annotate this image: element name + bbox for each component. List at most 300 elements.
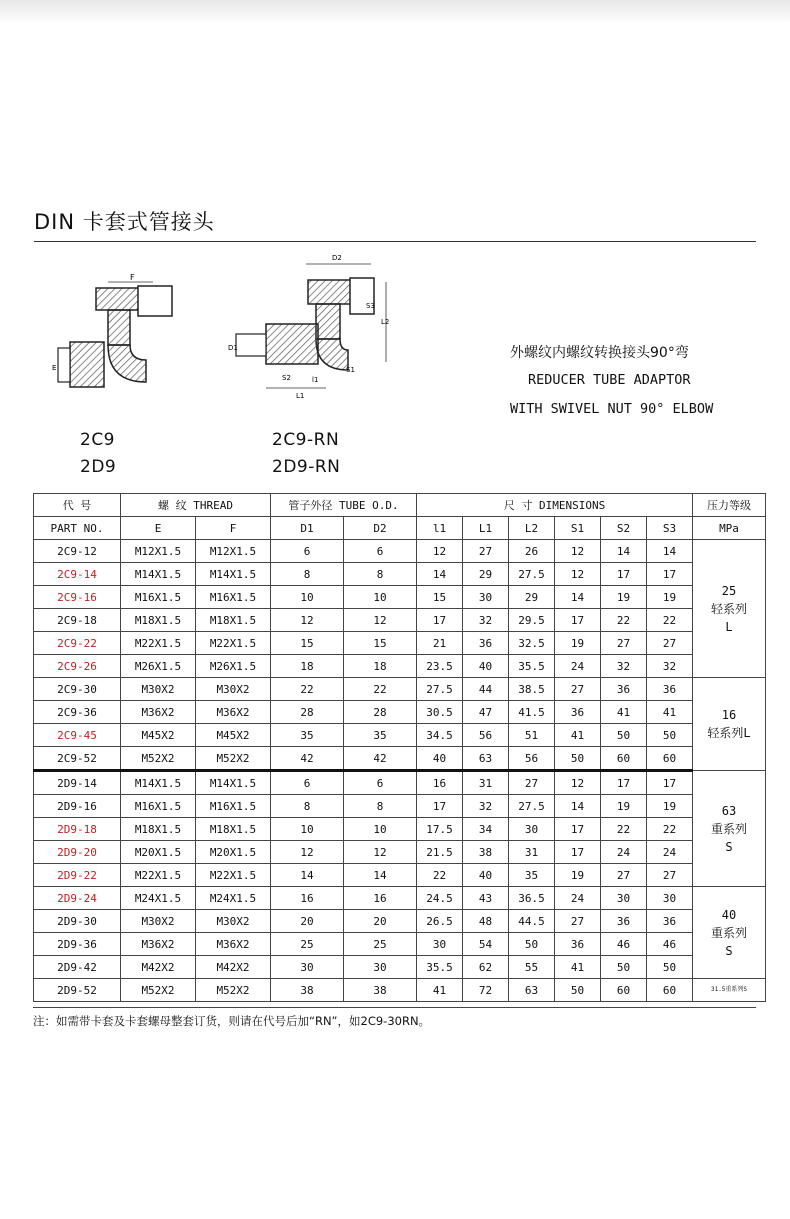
table-cell: 44.5 [509, 910, 555, 933]
table-cell: 55 [509, 956, 555, 979]
part-number-cell: 2C9-45 [34, 724, 121, 747]
table-row [34, 724, 766, 747]
table-cell: 15 [271, 632, 344, 655]
footnote: 注：如需带卡套及卡套螺母整套订货，则请在代号后加“RN”，如2C9-30RN。 [33, 1007, 756, 1029]
table-cell: 60 [647, 979, 693, 1002]
table-cell: M14X1.5 [121, 563, 196, 586]
table-cell: M52X2 [196, 979, 271, 1002]
table-cell: 17 [417, 609, 463, 632]
table-cell: M16X1.5 [196, 795, 271, 818]
table-cell: M24X1.5 [196, 887, 271, 910]
table-cell: 29 [509, 586, 555, 609]
part-number-cell: 2D9-42 [34, 956, 121, 979]
table-cell: 14 [344, 864, 417, 887]
table-cell: M26X1.5 [196, 655, 271, 678]
dim-label-l2: L2 [381, 318, 390, 326]
table-cell: M52X2 [121, 747, 196, 771]
table-cell: M20X1.5 [121, 841, 196, 864]
table-cell: 27 [647, 632, 693, 655]
table-cell: 30 [344, 956, 417, 979]
table-cell: 16 [344, 887, 417, 910]
table-cell: 17 [555, 609, 601, 632]
table-cell: 26.5 [417, 910, 463, 933]
header-l1a: l1 [417, 517, 463, 540]
table-cell: 19 [555, 864, 601, 887]
table-cell: 38.5 [509, 678, 555, 701]
dim-label-f: F [130, 273, 135, 282]
pressure-group-cell [693, 678, 766, 771]
table-cell: 50 [555, 979, 601, 1002]
dim-label-s3: S3 [366, 302, 375, 310]
table-cell: 35 [344, 724, 417, 747]
header-d2: D2 [344, 517, 417, 540]
table-cell: 26 [509, 540, 555, 563]
table-cell: 60 [647, 747, 693, 771]
table-cell: 8 [344, 563, 417, 586]
table-cell: 36 [647, 910, 693, 933]
header-l2: L2 [509, 517, 555, 540]
table-cell: 12 [344, 841, 417, 864]
table-cell: 30 [271, 956, 344, 979]
table-row [34, 956, 766, 979]
table-cell: M42X2 [121, 956, 196, 979]
table-cell: M12X1.5 [196, 540, 271, 563]
table-cell: M18X1.5 [196, 609, 271, 632]
part-number-cell: 2D9-18 [34, 818, 121, 841]
table-cell: 35.5 [509, 655, 555, 678]
table-cell: 22 [271, 678, 344, 701]
table-cell: M36X2 [121, 933, 196, 956]
table-cell: 72 [463, 979, 509, 1002]
pressure-group-line: S [725, 943, 733, 958]
header-mpa: MPa [693, 517, 766, 540]
table-cell: 16 [417, 771, 463, 795]
table-cell: 40 [463, 864, 509, 887]
table-cell: 10 [344, 586, 417, 609]
table-cell: 6 [344, 540, 417, 563]
table-cell: 34 [463, 818, 509, 841]
header-thread: 螺 纹 THREAD [121, 494, 271, 517]
table-cell: M16X1.5 [121, 586, 196, 609]
model-label-2c9-rn: 2C9-RN [272, 430, 340, 450]
table-cell: 14 [647, 540, 693, 563]
part-number-cell: 2C9-26 [34, 655, 121, 678]
table-cell: 20 [344, 910, 417, 933]
table-cell: 31 [509, 841, 555, 864]
table-cell: 40 [417, 747, 463, 771]
header-d1: D1 [271, 517, 344, 540]
header-dimensions: 尺 寸 DIMENSIONS [417, 494, 693, 517]
title-divider [34, 241, 756, 242]
table-cell: 19 [647, 795, 693, 818]
model-label-2c9: 2C9 [80, 430, 116, 450]
dim-label-s2: S2 [282, 374, 291, 382]
header-e: E [121, 517, 196, 540]
table-cell: 35 [509, 864, 555, 887]
pressure-group-line: 轻系列L [707, 726, 751, 740]
table-cell: 8 [271, 795, 344, 818]
table-row [34, 910, 766, 933]
table-cell: 28 [344, 701, 417, 724]
part-number-cell: 2C9-16 [34, 586, 121, 609]
header-tube: 管子外径 TUBE O.D. [271, 494, 417, 517]
table-cell: 46 [601, 933, 647, 956]
table-cell: 17 [601, 771, 647, 795]
table-cell: M22X1.5 [121, 864, 196, 887]
table-cell: 21.5 [417, 841, 463, 864]
table-body [34, 540, 766, 1002]
dim-label-d1: D1 [228, 344, 238, 352]
table-cell: 17 [601, 563, 647, 586]
table-cell: M45X2 [196, 724, 271, 747]
table-cell: 18 [344, 655, 417, 678]
table-row [34, 747, 766, 771]
table-row [34, 841, 766, 864]
table-cell: 17 [555, 818, 601, 841]
header-pressure: 压力等级 [693, 494, 766, 517]
table-cell: 12 [417, 540, 463, 563]
pressure-group-cell [693, 540, 766, 678]
table-cell: M30X2 [121, 678, 196, 701]
table-cell: 54 [463, 933, 509, 956]
table-cell: 36 [601, 910, 647, 933]
table-cell: 60 [601, 979, 647, 1002]
table-cell: 29.5 [509, 609, 555, 632]
table-cell: 23.5 [417, 655, 463, 678]
header-s1: S1 [555, 517, 601, 540]
table-cell: 50 [647, 956, 693, 979]
header-s2: S2 [601, 517, 647, 540]
table-cell: 44 [463, 678, 509, 701]
table-cell: 14 [555, 586, 601, 609]
table-cell: 10 [344, 818, 417, 841]
table-cell: M45X2 [121, 724, 196, 747]
table-cell: 36 [555, 933, 601, 956]
table-cell: 50 [601, 956, 647, 979]
table-cell: 60 [601, 747, 647, 771]
table-cell: 27 [509, 771, 555, 795]
table-cell: 34.5 [417, 724, 463, 747]
table-cell: 41 [417, 979, 463, 1002]
table-row [34, 771, 766, 795]
table-cell: 50 [601, 724, 647, 747]
table-cell: 50 [647, 724, 693, 747]
table-cell: M16X1.5 [121, 795, 196, 818]
table-cell: 12 [555, 540, 601, 563]
pressure-group-line: L [725, 619, 733, 634]
table-cell: M30X2 [121, 910, 196, 933]
table-cell: 27.5 [509, 795, 555, 818]
table-cell: 17 [647, 563, 693, 586]
page-title: DIN 卡套式管接头 [34, 210, 215, 234]
description-en-2: WITH SWIVEL NUT 90° ELBOW [510, 401, 714, 417]
table-cell: 12 [271, 609, 344, 632]
table-cell: 15 [344, 632, 417, 655]
table-cell: 25 [344, 933, 417, 956]
table-cell: M14X1.5 [121, 771, 196, 795]
table-cell: 19 [601, 795, 647, 818]
table-cell: 22 [647, 818, 693, 841]
table-row [34, 586, 766, 609]
part-number-cell: 2D9-20 [34, 841, 121, 864]
table-cell: M14X1.5 [196, 563, 271, 586]
pressure-group-cell [693, 887, 766, 979]
part-number-cell: 2D9-22 [34, 864, 121, 887]
table-row [34, 632, 766, 655]
table-cell: 28 [271, 701, 344, 724]
table-cell: M12X1.5 [121, 540, 196, 563]
table-cell: 12 [555, 771, 601, 795]
part-number-cell: 2C9-14 [34, 563, 121, 586]
pressure-group-cell [693, 771, 766, 887]
table-cell: M52X2 [196, 747, 271, 771]
table-cell: 36 [555, 701, 601, 724]
table-cell: 10 [271, 818, 344, 841]
table-cell: 42 [271, 747, 344, 771]
table-row [34, 887, 766, 910]
table-cell: M24X1.5 [121, 887, 196, 910]
table-cell: 12 [271, 841, 344, 864]
table-row [34, 795, 766, 818]
table-cell: 63 [463, 747, 509, 771]
table-cell: 6 [271, 540, 344, 563]
table-cell: 24 [555, 655, 601, 678]
pressure-group-line: 25 [721, 583, 737, 598]
table-cell: 36 [463, 632, 509, 655]
table-cell: M36X2 [196, 701, 271, 724]
header-part: 代 号 [34, 494, 121, 517]
table-cell: 22 [417, 864, 463, 887]
table-cell: 30 [509, 818, 555, 841]
table-cell: 19 [601, 586, 647, 609]
table-cell: 27 [647, 864, 693, 887]
table-row [34, 818, 766, 841]
table-cell: 50 [555, 747, 601, 771]
table-cell: 18 [271, 655, 344, 678]
table-cell: 56 [509, 747, 555, 771]
part-number-cell: 2C9-30 [34, 678, 121, 701]
part-number-cell: 2C9-36 [34, 701, 121, 724]
table-row [34, 678, 766, 701]
dim-label-l1: L1 [296, 392, 305, 400]
table-cell: 36 [647, 678, 693, 701]
table-cell: M22X1.5 [196, 632, 271, 655]
table-cell: M36X2 [196, 933, 271, 956]
table-cell: 17.5 [417, 818, 463, 841]
table-cell: 51 [509, 724, 555, 747]
pressure-group-line: 40 [721, 907, 737, 922]
header-l1: L1 [463, 517, 509, 540]
table-cell: M20X1.5 [196, 841, 271, 864]
dim-label-l1a: l1 [312, 376, 319, 384]
table-cell: 36 [601, 678, 647, 701]
part-number-cell: 2D9-14 [34, 771, 121, 795]
table-cell: 16 [271, 887, 344, 910]
table-cell: 41 [555, 724, 601, 747]
table-cell: M18X1.5 [121, 609, 196, 632]
part-number-cell: 2C9-22 [34, 632, 121, 655]
table-cell: 27.5 [417, 678, 463, 701]
table-cell: 41 [647, 701, 693, 724]
table-cell: 17 [647, 771, 693, 795]
table-cell: 38 [271, 979, 344, 1002]
pressure-group-cell [693, 979, 766, 1002]
table-cell: M30X2 [196, 678, 271, 701]
dimensions-table [33, 493, 766, 1002]
table-cell: 31 [463, 771, 509, 795]
table-cell: 17 [417, 795, 463, 818]
table-cell: 38 [463, 841, 509, 864]
table-cell: 27.5 [509, 563, 555, 586]
table-cell: 41 [555, 956, 601, 979]
elbow-drawing-left [48, 270, 178, 400]
table-cell: 62 [463, 956, 509, 979]
table-cell: 29 [463, 563, 509, 586]
table-cell: 21 [417, 632, 463, 655]
table-cell: M18X1.5 [196, 818, 271, 841]
pressure-group-line: 重系列 [710, 821, 747, 836]
table-cell: 6 [344, 771, 417, 795]
table-cell: M26X1.5 [121, 655, 196, 678]
part-number-cell: 2D9-24 [34, 887, 121, 910]
table-cell: 32 [647, 655, 693, 678]
dim-label-e: E [52, 364, 57, 372]
table-cell: M42X2 [196, 956, 271, 979]
table-cell: M22X1.5 [121, 632, 196, 655]
table-row [34, 933, 766, 956]
table-cell: 24 [555, 887, 601, 910]
table-cell: 14 [555, 795, 601, 818]
table-cell: 41 [601, 701, 647, 724]
table-cell: 27 [601, 632, 647, 655]
pressure-group-line: 轻系列 [710, 601, 747, 616]
part-number-cell: 2D9-52 [34, 979, 121, 1002]
table-row [34, 655, 766, 678]
table-cell: 22 [601, 609, 647, 632]
table-cell: 12 [555, 563, 601, 586]
table-cell: 38 [344, 979, 417, 1002]
table-cell: 24 [601, 841, 647, 864]
part-number-cell: 2D9-36 [34, 933, 121, 956]
table-cell: M14X1.5 [196, 771, 271, 795]
table-cell: 35 [271, 724, 344, 747]
table-cell: 19 [647, 586, 693, 609]
pressure-group-line: 63 [721, 803, 737, 818]
table-cell: 32.5 [509, 632, 555, 655]
table-cell: 24.5 [417, 887, 463, 910]
table-cell: 30.5 [417, 701, 463, 724]
table-cell: M18X1.5 [121, 818, 196, 841]
table-cell: 47 [463, 701, 509, 724]
part-number-cell: 2C9-18 [34, 609, 121, 632]
table-cell: 30 [417, 933, 463, 956]
header-s3: S3 [647, 517, 693, 540]
top-shade [0, 0, 790, 24]
table-cell: 30 [601, 887, 647, 910]
description-en-1: REDUCER TUBE ADAPTOR [528, 372, 691, 388]
table-cell: 30 [647, 887, 693, 910]
table-row [34, 540, 766, 563]
part-number-cell: 2D9-16 [34, 795, 121, 818]
table-cell: M52X2 [121, 979, 196, 1002]
part-number-cell: 2C9-12 [34, 540, 121, 563]
table-cell: 46 [647, 933, 693, 956]
table-cell: 43 [463, 887, 509, 910]
table-cell: 27 [601, 864, 647, 887]
table-cell: 35.5 [417, 956, 463, 979]
pressure-group-line: S [725, 839, 733, 854]
table-cell: 50 [509, 933, 555, 956]
table-cell: 32 [601, 655, 647, 678]
table-cell: 27 [463, 540, 509, 563]
table-cell: 15 [417, 586, 463, 609]
header-f: F [196, 517, 271, 540]
dim-label-d2: D2 [332, 254, 342, 262]
table-cell: 22 [344, 678, 417, 701]
table-row [34, 979, 766, 1002]
table-cell: 12 [344, 609, 417, 632]
table-cell: 20 [271, 910, 344, 933]
table-header-row [34, 494, 766, 517]
table-cell: 36.5 [509, 887, 555, 910]
table-cell: 27 [555, 910, 601, 933]
pressure-group-line: 31.5重系列S [710, 986, 748, 993]
table-row [34, 609, 766, 632]
header-part-no: PART NO. [34, 517, 121, 540]
table-row [34, 864, 766, 887]
elbow-drawing-right [226, 252, 401, 407]
table-cell: 30 [463, 586, 509, 609]
table-cell: 41.5 [509, 701, 555, 724]
table-cell: 48 [463, 910, 509, 933]
table-cell: M36X2 [121, 701, 196, 724]
table-cell: 19 [555, 632, 601, 655]
table-cell: 24 [647, 841, 693, 864]
table-cell: 40 [463, 655, 509, 678]
table-cell: 22 [647, 609, 693, 632]
description-cn: 外螺纹内螺纹转换接头90°弯 [510, 345, 689, 361]
table-cell: 56 [463, 724, 509, 747]
model-label-2d9: 2D9 [80, 457, 117, 477]
pressure-group-line: 重系列 [710, 925, 747, 940]
part-number-cell: 2C9-52 [34, 747, 121, 771]
table-cell: 8 [344, 795, 417, 818]
table-row [34, 563, 766, 586]
table-cell: 17 [555, 841, 601, 864]
table-subheader-row [34, 517, 766, 540]
table-cell: 14 [271, 864, 344, 887]
table-cell: 63 [509, 979, 555, 1002]
table-cell: 22 [601, 818, 647, 841]
table-cell: M16X1.5 [196, 586, 271, 609]
table-cell: 42 [344, 747, 417, 771]
table-cell: 8 [271, 563, 344, 586]
part-number-cell: 2D9-30 [34, 910, 121, 933]
model-label-2d9-rn: 2D9-RN [272, 457, 341, 477]
table-cell: M30X2 [196, 910, 271, 933]
table-cell: 27 [555, 678, 601, 701]
table-cell: 14 [601, 540, 647, 563]
table-cell: 6 [271, 771, 344, 795]
table-cell: M22X1.5 [196, 864, 271, 887]
table-cell: 32 [463, 609, 509, 632]
table-cell: 25 [271, 933, 344, 956]
pressure-group-line: 16 [721, 708, 737, 722]
table-cell: 10 [271, 586, 344, 609]
table-row [34, 701, 766, 724]
table-cell: 14 [417, 563, 463, 586]
table-cell: 32 [463, 795, 509, 818]
